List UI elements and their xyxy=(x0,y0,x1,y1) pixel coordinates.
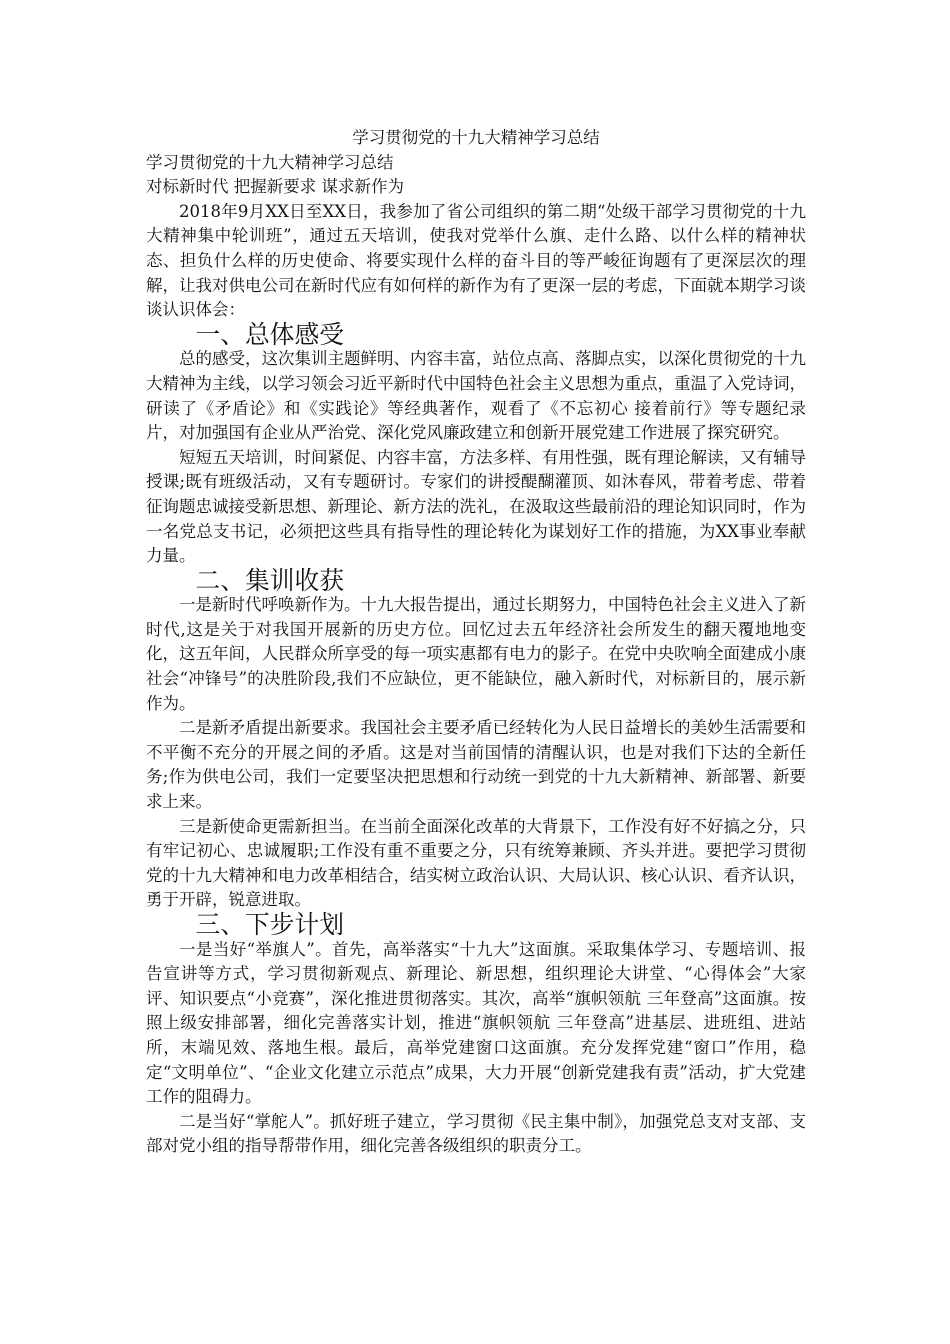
document-title: 学习贯彻党的十九大精神学习总结 xyxy=(352,128,600,147)
document-page xyxy=(146,126,806,1159)
section2-paragraph-1: 一是新时代呼唤新作为。十九大报告提出，通过长期努力，中国特色社会主义进入了新时代,这是关于对我国开展新的历史方位。回忆过去五年经济社会所发生的翻天覆地地变化，这五年间，人民群众所享受的每一项实惠都有电力的影子。在党中央吹响全面建成小康社会“冲锋号”的决胜阶段,我们不应缺位，更不能缺位，融入新时代，对标新目的，展示新作为。 xyxy=(146,595,806,713)
intro-paragraph: 2018年9月XX日至XX日，我参加了省公司组织的第二期“处级干部学习贯彻党的十九大精神集中轮训班”，通过五天培训，使我对党举什么旗、走什么路、以什么样的精神状态、担负什么样的历史使命、将要实现什么样的奋斗目的等严峻征询题有了更深层次的理解，让我对供电公司在新时代应有如何样的新作为有了更深一层的考虑，下面就本期学习谈谈认识体会： xyxy=(146,201,806,320)
section-heading-gains: 二、集训收获 xyxy=(195,565,344,595)
section-heading-overall: 一、总体感受 xyxy=(195,319,344,349)
section2-paragraph-2: 二是新矛盾提出新要求。我国社会主要矛盾已经转化为人民日益增长的美妙生活需要和不平衡不充分的开展之间的矛盾。这是对当前国情的清醒认识，也是对我们下达的全新任务;作为供电公司，我们一定要坚决把思想和行动统一到党的十九大新精神、新部署、新要求上来。 xyxy=(146,718,806,812)
section1-paragraph-1: 总的感受，这次集训主题鲜明、内容丰富，站位点高、落脚点实，以深化贯彻党的十九大精神为主线，以学习领会习近平新时代中国特色社会主义思想为重点，重温了入党诗词，研读了《矛盾论》和《实践论》等经典著作，观看了《不忘初心 接着前行》等专题纪录片，对加强国有企业从严治党、深化党风廉政建立和创新开展党建工作进展了探究研究。 xyxy=(146,349,806,443)
document-subtitle: 学习贯彻党的十九大精神学习总结 xyxy=(146,152,394,172)
section3-paragraph-2: 二是当好“掌舵人”。抓好班子建立，学习贯彻《民主集中制》，加强党总支对支部、支部对党小组的指导帮带作用，细化完善各级组织的职责分工。 xyxy=(146,1111,806,1156)
section1-paragraph-2: 短短五天培训，时间紧促、内容丰富，方法多样、有用性强，既有理论解读，又有辅导授课;既有班级活动，又有专题研讨。专家们的讲授醍醐灌顶、如沐春风，带着考虑、带着征询题忠诚接受新思想、新理论、新方法的洗礼，在汲取这些最前沿的理论知识同时，作为一名党总支书记，必须把这些具有指导性的理论转化为谋划好工作的措施，为XX事业奉献力量。 xyxy=(146,447,806,566)
document-tagline: 对标新时代 把握新要求 谋求新作为 xyxy=(146,177,404,197)
section2-paragraph-3: 三是新使命更需新担当。在当前全面深化改革的大背景下，工作没有好不好搞之分，只有牢记初心、忠诚履职;工作没有重不重要之分，只有统筹兼顾、齐头并进。要把学习贯彻党的十九大精神和电力改革相结合，结实树立政治认识、大局认识、核心认识、看齐认识，勇于开辟，锐意进取。 xyxy=(146,816,806,910)
section-heading-plan: 三、下步计划 xyxy=(195,910,344,939)
section3-paragraph-1: 一是当好“举旗人”。首先，高举落实“十九大”这面旗。采取集体学习、专题培训、报告宣讲等方式，学习贯彻新观点、新理论、新思想，组织理论大讲堂、“心得体会”大家评、知识要点“小竞赛”，深化推进贯彻落实。其次，高举“旗帜领航 三年登高”这面旗。按照上级安排部署，细化完善落实计划，推进“旗帜领航 三年登高”进基层、进班组、进站所，末端见效、落地生根。最后，高举党建窗口这面旗。充分发挥党建“窗口”作用，稳定“文明单位”、“企业文化建立示范点”成果，大力开展“创新党建我有责”活动，扩大党建工作的阻碍力。 xyxy=(146,939,806,1107)
